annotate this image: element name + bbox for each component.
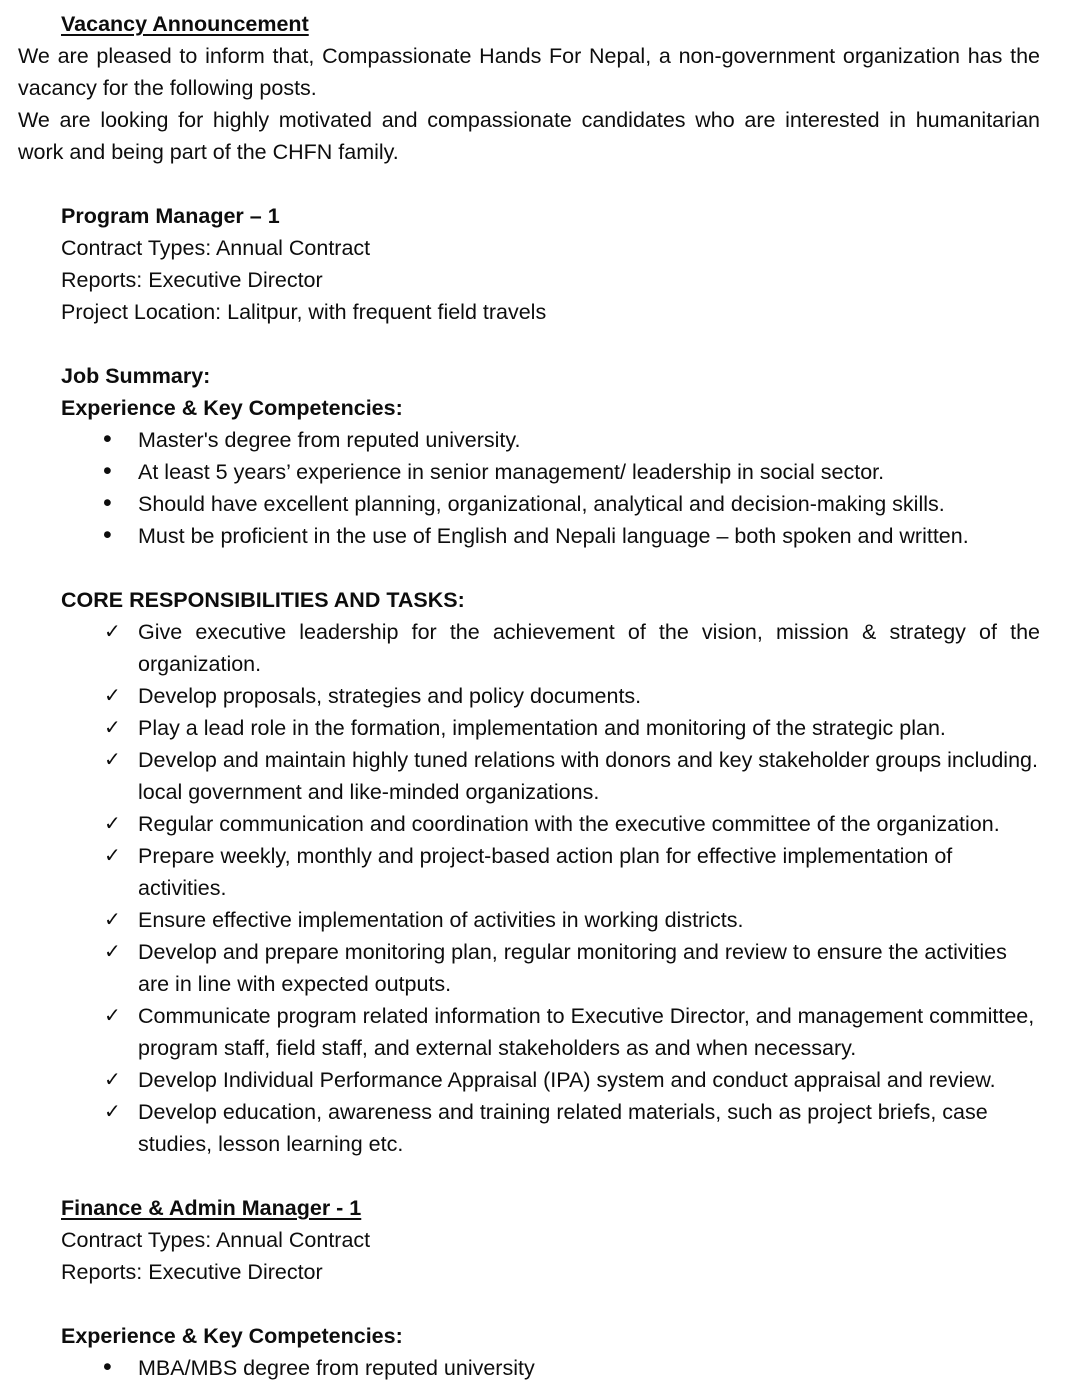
position-detail-contract-type: Contract Types: Annual Contract xyxy=(61,1228,371,1252)
list-item-label: Develop education, awareness and training related materials, such as project briefs, case studies, lesson learning etc. xyxy=(138,1100,988,1156)
position-title-program-manager: Program Manager – 1 xyxy=(61,204,280,228)
list-item-label: Give executive leadership for the achievement of the vision, mission & strategy of the organization. xyxy=(138,620,1040,676)
bullet-icon: • xyxy=(103,489,112,517)
list-item xyxy=(18,456,1040,488)
check-icon: ✓ xyxy=(104,1101,121,1123)
list-item-label: Develop proposals, strategies and policy documents. xyxy=(138,684,642,708)
page-title: Vacancy Announcement xyxy=(61,12,309,36)
list-item xyxy=(18,1352,1040,1384)
list-item-label: Ensure effective implementation of activities in working districts. xyxy=(138,908,744,932)
intro-paragraph-2: We are looking for highly motivated and compassionate candidates who are interested in humanitarian work and being part of the CHFN family. xyxy=(18,108,1040,164)
list-item-label: Develop Individual Performance Appraisal (IPA) system and conduct appraisal and review. xyxy=(138,1068,996,1092)
list-item xyxy=(18,744,1040,808)
core-responsibilities-label: CORE RESPONSIBILITIES AND TASKS: xyxy=(61,588,465,612)
list-item xyxy=(18,840,1040,904)
list-item xyxy=(18,936,1040,1000)
list-item xyxy=(18,808,1040,840)
job-summary-label: Job Summary: xyxy=(61,364,211,388)
section-spacer xyxy=(18,1160,1040,1192)
core-responsibilities-list xyxy=(18,616,1040,1160)
bullet-icon: • xyxy=(103,457,112,485)
bullet-icon: • xyxy=(103,521,112,549)
section-spacer xyxy=(18,168,1040,200)
competencies-list-program-manager xyxy=(18,424,1040,552)
list-item-label: Must be proficient in the use of English and Nepali language – both spoken and written. xyxy=(138,524,969,548)
list-item-label: Develop and maintain highly tuned relations with donors and key stakeholder groups including. local government and like-minded organizations. xyxy=(138,748,1038,804)
check-icon: ✓ xyxy=(104,717,121,739)
check-icon: ✓ xyxy=(104,909,121,931)
position-detail-location: Project Location: Lalitpur, with frequent field travels xyxy=(61,300,547,324)
position-detail-reports: Reports: Executive Director xyxy=(61,268,323,292)
list-item-label: MBA/MBS degree from reputed university xyxy=(138,1356,535,1380)
list-item xyxy=(18,712,1040,744)
check-icon: ✓ xyxy=(104,1005,121,1027)
check-icon: ✓ xyxy=(104,685,121,707)
check-icon: ✓ xyxy=(104,941,121,963)
list-item-label: Should have excellent planning, organizational, analytical and decision-making skills. xyxy=(138,492,945,516)
list-item xyxy=(18,424,1040,456)
list-item-label: Communicate program related information to Executive Director, and management committee, program staff, field staff, and external stakeholders as and when necessary. xyxy=(138,1004,1035,1060)
position-detail-contract-type: Contract Types: Annual Contract xyxy=(61,236,371,260)
position-detail-reports: Reports: Executive Director xyxy=(61,1260,323,1284)
check-icon: ✓ xyxy=(104,621,121,643)
list-item xyxy=(18,488,1040,520)
competencies-label-finance-admin-manager: Experience & Key Competencies: xyxy=(61,1324,403,1348)
competencies-label-program-manager: Experience & Key Competencies: xyxy=(61,396,403,420)
check-icon: ✓ xyxy=(104,1069,121,1091)
list-item-label: Master's degree from reputed university. xyxy=(138,428,521,452)
competencies-list-finance-admin-manager xyxy=(18,1352,1040,1384)
section-spacer xyxy=(18,1288,1040,1320)
check-icon: ✓ xyxy=(104,749,121,771)
check-icon: ✓ xyxy=(104,845,121,867)
list-item-label: Regular communication and coordination with the executive committee of the organization. xyxy=(138,812,1000,836)
list-item-label: At least 5 years’ experience in senior management/ leadership in social sector. xyxy=(138,460,885,484)
bullet-icon: • xyxy=(103,1353,112,1381)
list-item xyxy=(18,680,1040,712)
list-item xyxy=(18,1064,1040,1096)
bullet-icon: • xyxy=(103,425,112,453)
list-item xyxy=(18,1000,1040,1064)
section-spacer xyxy=(18,552,1040,584)
list-item xyxy=(18,616,1040,680)
position-title-finance-admin-manager: Finance & Admin Manager - 1 xyxy=(61,1196,362,1220)
list-item xyxy=(18,1096,1040,1160)
list-item-label: Play a lead role in the formation, implementation and monitoring of the strategic plan. xyxy=(138,716,946,740)
intro-paragraph-1: We are pleased to inform that, Compassionate Hands For Nepal, a non-government organization has the vacancy for the following posts. xyxy=(18,44,1040,100)
list-item-label: Develop and prepare monitoring plan, regular monitoring and review to ensure the activities are in line with expected outputs. xyxy=(138,940,1007,996)
list-item-label: Prepare weekly, monthly and project-based action plan for effective implementation of activities. xyxy=(138,844,953,900)
list-item xyxy=(18,520,1040,552)
section-spacer xyxy=(18,328,1040,360)
check-icon: ✓ xyxy=(104,813,121,835)
list-item xyxy=(18,904,1040,936)
